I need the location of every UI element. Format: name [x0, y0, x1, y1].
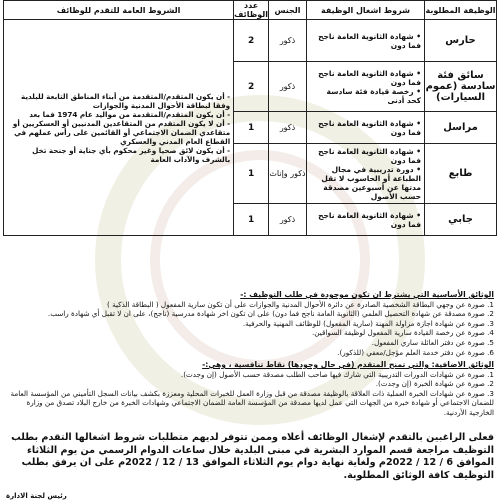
basic-doc-item: 4. صورة عن رخصة القيادة سارية المفعول لوظيفة السواقين.: [312, 328, 494, 338]
condition-item: • شهادة الثانوية العامة ناجح فما دون: [310, 211, 421, 229]
condition-item: • شهادة الثانوية العامة ناجح فما دون: [310, 119, 421, 137]
general-condition-item: - أن لا يكون المتقدم من المتقاعدين المدنيين أو العسكريين أو متقاعدي الضمان الاجتماعي أو القائمين على رأس عملهم في القطاع العام المدني والعسكري: [7, 119, 230, 146]
basic-doc-item: 1. صورة عن وجهي البطاقة الشخصية الصادرة عن دائرة الأحوال المدنية والجوازات على أن تكون سارية المفعول ( البطاقة الذكية ): [107, 299, 494, 309]
condition-item: • شهادة الثانوية العامة ناجح فما دون: [310, 147, 421, 165]
basic-documents-section: [6, 290, 494, 357]
job-gender: ذكور: [269, 112, 307, 144]
basic-doc-item: 3. صورة عن شهادة اجازة مزاولة المهنة (سارية المفعول) للوظائف المهنية والحرفية.: [242, 318, 494, 328]
header-gender: الجنس: [269, 1, 307, 20]
job-conditions: [307, 144, 425, 204]
basic-documents-heading: الوثائق الأساسية التي يشترط ان تكون موجودة في طلب التوظيف :-: [240, 290, 494, 299]
application-notice: فعلى الراغبين بالتقدم لإشغال الوظائف أعلاه وممن تتوفر لديهم متطلبات شروط اشغالها التقدم بطلب التوظيف مراجعة قسم الموارد البشرية في مبنى البلدية خلال ساعات الدوام الرسمي من يوم الثلاثاء الموافق 6 / 12 / 2022م ولغاية نهاية دوام يوم الثلاثاء الموافق 13 / 12 / 2022م على ان يرفق بطلب التوظيف كافة الوثائق المطلوبة.: [11, 432, 494, 481]
condition-item: • شهادة الثانوية العامة ناجح فما دون: [310, 32, 421, 50]
basic-doc-item: 2. صورة مصدقة عن شهادة التحصيل العلمي (الثانوية العامة ناجح فما دون) على ان تكون اخر شهادة مدرسية (ناجح)، على ان لا تقبل أي شهادة راسب.: [47, 309, 494, 319]
job-gender: ذكور وإناث: [269, 144, 307, 204]
signature-label: رئيس لجنة الادارة: [6, 492, 67, 500]
table-header-row: [4, 1, 497, 20]
job-title: مراسل: [425, 112, 497, 144]
job-count: 2: [234, 62, 269, 112]
general-condition-item: - أن يكون المتقدم/المتقدمة من أبناء المناطق التابعة للبلدية وفقا لبطاقة الأحوال المدنية والجوازات: [7, 92, 230, 110]
header-count: عدد الوظائف: [234, 1, 268, 19]
general-conditions-cell: [4, 20, 234, 236]
basic-doc-item: 6. صورة عن دفتر خدمة العلم مؤجل/معفي (للذكور).: [337, 347, 494, 357]
job-conditions: [307, 62, 425, 112]
table-row: [4, 20, 497, 62]
job-conditions: [307, 204, 425, 236]
job-count: 1: [234, 204, 269, 236]
extra-documents-section: [6, 360, 494, 418]
job-gender: ذكور: [269, 20, 307, 62]
extra-documents-heading: الوثائق الاضافية: والتي تمنح المتقدم (في حال وجودها) نقاط تنافسية ، وهي:-: [202, 360, 494, 369]
job-title: سائق فئة سادسة (عموم السيارات): [425, 62, 497, 112]
header-general: الشروط العامة للتقدم للوظائف: [4, 1, 234, 20]
job-conditions: [307, 112, 425, 144]
job-gender: ذكور: [269, 204, 307, 236]
job-count: 1: [234, 112, 269, 144]
job-title: جابي: [425, 204, 497, 236]
job-gender: ذكور: [269, 62, 307, 112]
condition-item: • شهادة الثانوية العامة ناجح فما دون: [310, 69, 421, 87]
job-title: حارس: [425, 20, 497, 62]
extra-doc-item: 2. صورة عن شهادة الخبرة (إن وجدت).: [375, 379, 494, 389]
job-count: 2: [234, 20, 269, 62]
general-condition-item: - أن يكون المتقدم/المتقدمة من مواليد عام 1974 فما بعد: [7, 110, 230, 119]
job-conditions: [307, 20, 425, 62]
extra-doc-item: 1. صورة عن شهادات الدورات التدريبية التي شارك فيها صاحب الطلب مصدقة حسب الأصول (إن وجدت).: [180, 369, 494, 379]
condition-item: • رخصة قيادة فئة سادسة كحد أدنى: [310, 87, 421, 105]
job-count: 1: [234, 144, 269, 204]
header-title: الوظيفة المطلوبة: [425, 1, 497, 20]
job-title: طابع: [425, 144, 497, 204]
condition-item: • دورة تدريبية في مجال الطباعة أو الحاسوب لا تقل مدتها عن أسبوعين مصدقة حسب الأصول: [310, 165, 421, 201]
extra-doc-item: 3. صورة عن شهادات الخبرة العملية ذات العلاقة بالوظيفة مصدقة من قبل وزارة العمل للخبرات المحلية ومعززة بكشف بيانات السجل التأميني من المؤسسة العامة للضمان الاجتماعي أو شهادة خبرة من الجهات التي عمل لديها مصدقة من المؤسسة العامة للضمان الاجتماعي وشهادات الخبرة من خارج البلاد تصدق من وزارة الخارجية الأردنية.: [10, 388, 494, 417]
basic-doc-item: 5. صورة عن دفتر العائلة ساري المفعول.: [371, 337, 494, 347]
general-condition-item: - أن يكون لائق صحيا وغير محكوم بأي جناية أو جنحة تخل بالشرف والآداب العامة: [7, 146, 230, 164]
jobs-table: [3, 0, 497, 236]
header-conditions: شروط اشغال الوظيفة: [307, 1, 425, 20]
